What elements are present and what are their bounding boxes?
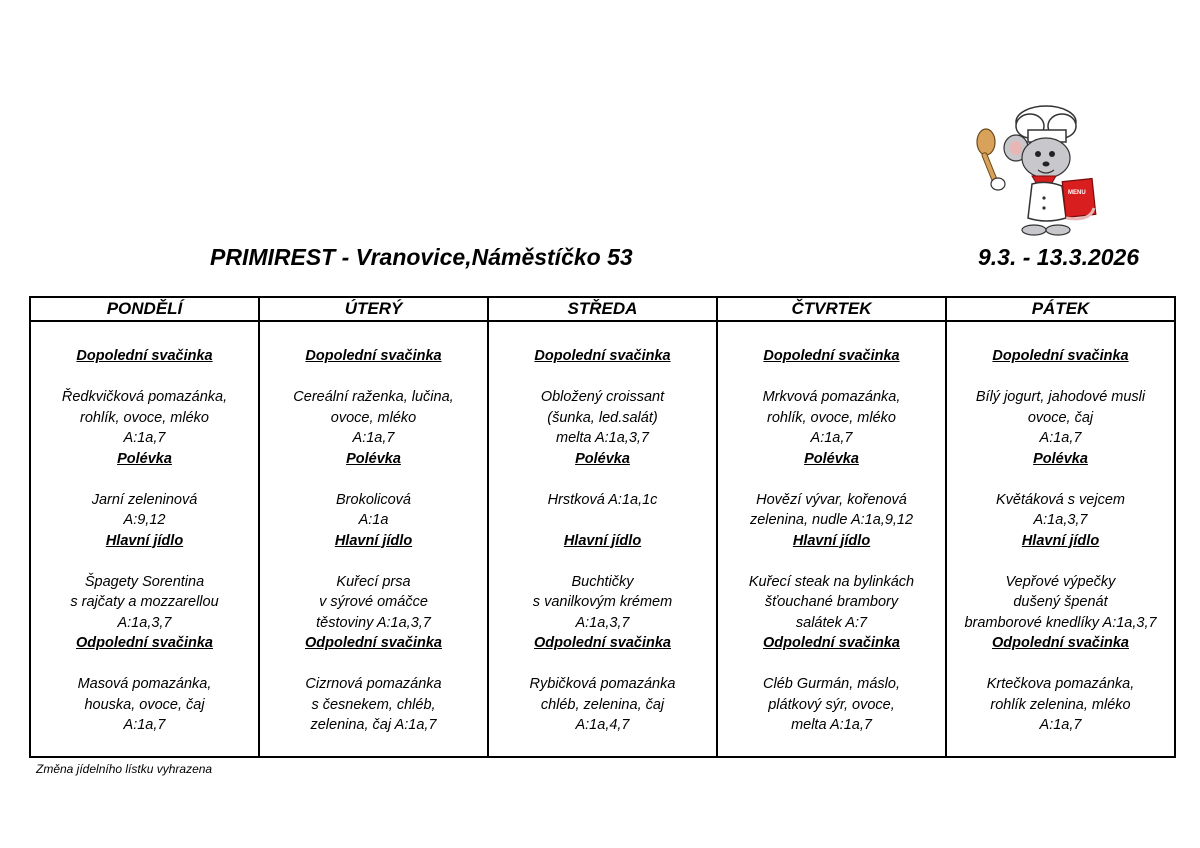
menu-item-line: Špagety Sorentina (84, 573, 205, 590)
section-heading: Hlavní jídlo (563, 532, 642, 549)
menu-item-line: Květáková s vejcem (996, 491, 1125, 508)
menu-item-line: melta A:1a,3,7 (556, 430, 649, 446)
menu-item-line: Brokolicová (336, 491, 411, 508)
menu-item-line: s rajčaty a mozzarellou (70, 594, 219, 610)
section-heading: Odpolední svačinka (305, 635, 442, 651)
day-cell-wednesday (488, 321, 717, 757)
section-gap (260, 551, 487, 572)
section-heading: Odpolední svačinka (76, 635, 213, 651)
menu-row (30, 321, 1175, 757)
section-heading: Dopolední svačinka (534, 348, 671, 364)
day-cell-friday (946, 321, 1175, 757)
section-heading: Dopolední svačinka (76, 348, 213, 364)
section-gap (489, 551, 716, 572)
section-gap (31, 469, 258, 490)
section-heading: Odpolední svačinka (763, 635, 900, 651)
menu-item-line: A:9,12 (123, 512, 166, 528)
menu-item-line: ovoce, čaj (1027, 409, 1094, 426)
menu-item-line: dušený špenát (1013, 594, 1108, 610)
section-heading: Hlavní jídlo (105, 532, 184, 549)
day-header-tuesday: ÚTERÝ (259, 297, 488, 321)
menu-item-line: Jarní zeleninová (91, 491, 198, 508)
menu-item-line: A:1a,3,7 (1033, 512, 1088, 528)
menu-item-line: Hovězí vývar, kořenová (756, 491, 907, 508)
menu-item-line: A:1a,7 (123, 717, 166, 733)
section-gap (718, 654, 945, 675)
menu-item-line: Cizrnová pomazánka (305, 676, 442, 692)
section-heading: Hlavní jídlo (792, 532, 871, 549)
section-gap (31, 367, 258, 388)
menu-item-line: A:1a,7 (352, 430, 395, 446)
menu-item-line: Kuřecí prsa (336, 573, 411, 590)
section-gap (489, 654, 716, 675)
section-gap (947, 654, 1174, 675)
menu-item-line: Bílý jogurt, jahodové musli (975, 389, 1146, 405)
menu-item-line: bramborové knedlíky A:1a,3,7 (964, 614, 1157, 631)
menu-item-line: Mrkvová pomazánka, (762, 389, 901, 405)
section-gap (947, 551, 1174, 572)
svg-text:MENU: MENU (1068, 190, 1086, 196)
section-heading: Polévka (346, 450, 401, 467)
section-gap (718, 367, 945, 388)
day-header-monday: PONDĚLÍ (30, 297, 259, 321)
menu-item-line: Ředkvičková pomazánka, (61, 389, 228, 405)
menu-item-line: Buchtičky (571, 573, 634, 590)
menu-item-line: rohlík, ovoce, mléko (767, 409, 896, 426)
menu-item-line: Masová pomazánka, (77, 676, 212, 692)
menu-item-line: rohlík zelenina, mléko (990, 696, 1131, 713)
section-gap (260, 469, 487, 490)
section-gap (718, 551, 945, 572)
menu-item-line: zelenina, čaj A:1a,7 (310, 717, 437, 733)
day-cell-thursday (717, 321, 946, 757)
menu-item-line: A:1a,7 (810, 430, 853, 446)
menu-item-line: Obložený croissant (540, 389, 665, 405)
menu-item-line: plátkový sýr, ovoce, (768, 696, 895, 713)
section-heading: Odpolední svačinka (534, 635, 671, 651)
section-heading: Odpolední svačinka (992, 635, 1129, 651)
section-gap (718, 469, 945, 490)
menu-item-line: zelenina, nudle A:1a,9,12 (749, 512, 914, 528)
section-heading: Polévka (117, 450, 172, 467)
menu-item-line: Hrstková A:1a,1c (547, 491, 658, 508)
day-cell-monday (30, 321, 259, 757)
menu-item-line: A:1a,4,7 (575, 717, 630, 733)
menu-item-line: Kuřecí steak na bylinkách (748, 573, 915, 590)
section-heading: Polévka (1033, 450, 1088, 467)
table-header-row (30, 297, 1175, 321)
menu-item-line: A:1a,3,7 (575, 614, 630, 631)
menu-item-line: A:1a,7 (1039, 430, 1082, 446)
menu-item-line: Krtečkova pomazánka, (986, 676, 1135, 692)
section-heading: Dopolední svačinka (305, 348, 442, 364)
day-header-wednesday: STŘEDA (488, 297, 717, 321)
menu-item-line: A:1a,7 (123, 430, 166, 446)
section-heading: Hlavní jídlo (1021, 532, 1100, 549)
menu-item-line: ovoce, mléko (330, 409, 417, 426)
menu-item-line: A:1a (358, 512, 389, 528)
chef-mouse-menu-icon (958, 100, 1128, 240)
menu-item-line: těstoviny A:1a,3,7 (316, 614, 431, 631)
section-gap (947, 469, 1174, 490)
menu-item-line: houska, ovoce, čaj (84, 696, 205, 713)
menu-item-line: s česnekem, chléb, (311, 696, 436, 713)
date-range: 9.3. - 13.3.2026 (978, 244, 1140, 270)
menu-item-line: v sýrové omáčce (319, 594, 428, 610)
menu-item-line: Cléb Gurmán, máslo, (763, 676, 900, 692)
menu-item-line: salátek A:7 (795, 614, 868, 631)
menu-item-line: A:1a,7 (1039, 717, 1082, 733)
section-gap (489, 469, 716, 490)
menu-item-line: Vepřové výpečky (1005, 573, 1116, 590)
section-gap (947, 367, 1174, 388)
menu-item-line: (šunka, led.salát) (547, 409, 658, 426)
menu-item-line: melta A:1a,7 (791, 717, 872, 733)
section-heading: Dopolední svačinka (992, 348, 1129, 364)
section-gap (260, 654, 487, 675)
section-gap (31, 551, 258, 572)
section-gap (260, 367, 487, 388)
page-title: PRIMIREST - Vranovice,Náměstíčko 53 (210, 244, 633, 270)
menu-item-line: Rybičková pomazánka (529, 676, 676, 692)
footer-note: Změna jídelního lístku vyhrazena (36, 762, 213, 776)
day-header-thursday: ČTVRTEK (717, 297, 946, 321)
menu-item-line: šťouchané brambory (764, 594, 899, 610)
section-heading: Polévka (804, 450, 859, 467)
day-header-friday: PÁTEK (946, 297, 1175, 321)
section-gap (489, 367, 716, 388)
section-heading: Polévka (575, 450, 630, 467)
menu-item-line: chléb, zelenina, čaj (540, 696, 665, 713)
day-cell-tuesday (259, 321, 488, 757)
menu-item-line: Cereální raženka, lučina, (293, 389, 454, 405)
menu-item-line: rohlík, ovoce, mléko (80, 409, 209, 426)
weekly-menu-table (29, 296, 1176, 758)
menu-item-line (489, 510, 716, 531)
menu-item-line: A:1a,3,7 (117, 614, 172, 631)
section-heading: Dopolední svačinka (763, 348, 900, 364)
section-heading: Hlavní jídlo (334, 532, 413, 549)
menu-item-line: s vanilkovým krémem (532, 594, 673, 610)
section-gap (31, 654, 258, 675)
